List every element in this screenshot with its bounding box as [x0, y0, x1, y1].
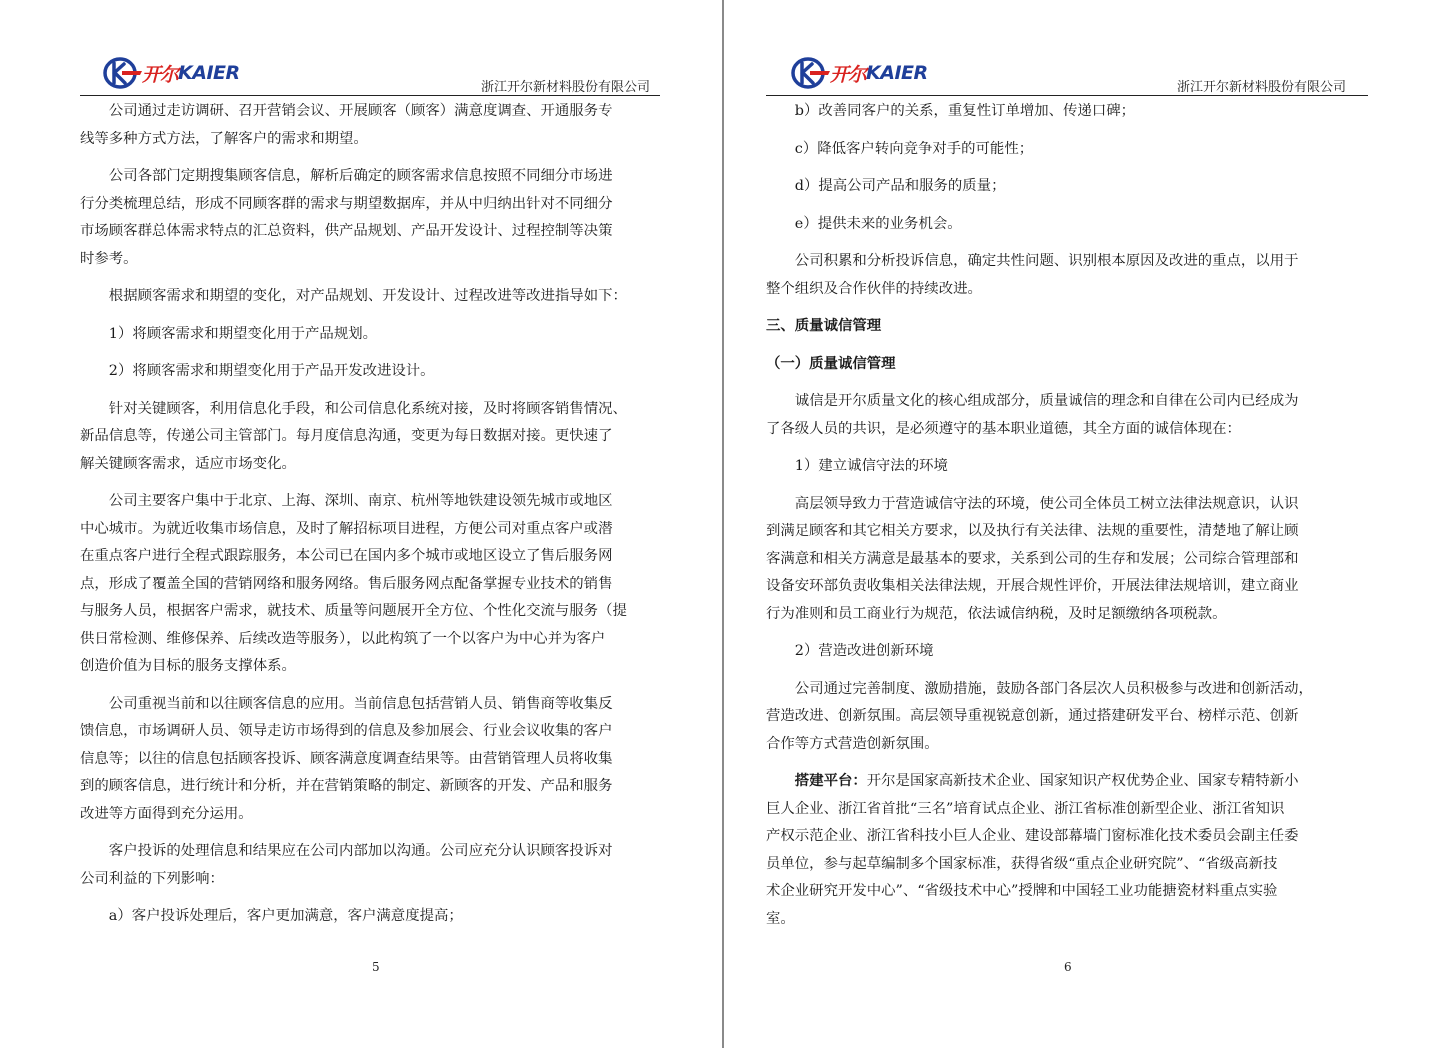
paragraph: 高层领导致力于营造诚信守法的环境，使公司全体员工树立法律法规意识，认识 到满足顾客和其它相关方要求，以及执行有关法律、法规的重要性，清楚地了解让顾 客满意和相关方满意是最基本的要求，关系到公司的生存和发展；公司综合管理部和 设备安环部负责收集相关法律法规，开展合规性评价，开展法律法规培训，建立商业 行为准则和员工商业行为规范，依法诚信纳税，及时足额缴纳各项税款。 [766, 495, 1299, 622]
company-name: 浙江开尔新材料股份有限公司 [1176, 80, 1346, 95]
list-item: 1）建立诚信守法的环境 [794, 458, 948, 474]
section-heading: 三、质量诚信管理 [766, 318, 882, 334]
paragraph: 针对关键顾客，利用信息化手段，和公司信息化系统对接，及时将顾客销售情况、 新品信息等，传递公司主管部门。每月度信息沟通，变更为每日数据对接。更快速了 解关键顾客需求，适应市场变化。 [80, 400, 627, 472]
page-header [766, 0, 1368, 96]
subsection-heading: （一）质量诚信管理 [766, 355, 896, 372]
logo-text-cn: 开尔 [830, 63, 867, 86]
company-logo [790, 56, 928, 90]
logo-text-en: KAIER [178, 62, 240, 84]
paragraph: 公司积累和分析投诉信息，确定共性问题、识别根本原因及改进的重点，以用于 整个组织及合作伙伴的持续改进。 [766, 253, 1299, 297]
page-body [766, 98, 1368, 943]
paragraph: 公司各部门定期搜集顾客信息，解析后确定的顾客需求信息按照不同细分市场进 行分类梳理总结，形成不同顾客群的需求与期望数据库，并从中归纳出针对不同细分 市场顾客群总体需求特点的汇总资料，供产品规划、产品开发设计、过程控制等决策 时参考。 [80, 168, 613, 267]
page-right [766, 0, 1368, 1048]
list-item: 1）将顾客需求和期望变化用于产品规划。 [108, 325, 377, 342]
page-number: 6 [1064, 960, 1072, 974]
paragraph: 根据顾客需求和期望的变化，对产品规划、开发设计、过程改进等改进指导如下： [108, 288, 627, 304]
paragraph: 公司主要客户集中于北京、上海、深圳、南京、杭州等地铁建设领先城市或地区 中心城市。为就近收集市场信息，及时了解招标项目进程，方便公司对重点客户或潜 在重点客户进行全程式跟踪服务，本公司已在国内多个城市或地区设立了售后服务网 点，形成了覆盖全国的营销网络和服务网络。售后服务网点配备掌握专业技术的销售 与服务人员，根据客户需求，就技术、质量等问题展开全方位、个性化交流与服务（提 供日常检测、维修保养、后续改造等服务），以此构筑了一个以客户为中心并为客户 创造价值为目标的服务支撑体系。 [80, 493, 627, 674]
page-header [80, 0, 660, 96]
bold-lead-text: 搭建平台： [794, 773, 867, 789]
list-item: d）提高公司产品和服务的质量； [794, 178, 1006, 194]
kaier-logo-icon [102, 56, 142, 90]
list-item: 2）营造改进创新环境 [794, 643, 934, 659]
paragraph: 公司重视当前和以往顾客信息的应用。当前信息包括营销人员、销售商等收集反 馈信息，市场调研人员、领导走访市场得到的信息及参加展会、行业会议收集的客户 信息等；以往的信息包括顾客投诉、顾客满意度调查结果等。由营销管理人员将收集 到的顾客信息，进行统计和分析，并在营销策略的制定、新顾客的开发、产品和服务 改进等方面得到充分运用。 [80, 695, 613, 822]
page-divider [722, 0, 724, 1048]
company-logo [102, 56, 240, 90]
list-item: b）改善同客户的关系，重复性订单增加、传递口碑； [794, 103, 1135, 119]
paragraph: 搭建平台：开尔是国家高新技术企业、国家知识产权优势企业、国家专精特新小 巨人企业、浙江省首批“三名”培育试点企业、浙江省标准创新型企业、浙江省知识 产权示范企业、浙江省科技小巨人企业、建设部幕墙门窗标准化技术委员会副主任委 员单位，参与起草编制多个国家标准，获得省级“重点企业研究院”、“省级高新技 术企业研究开发中心”、“省级技术中心”授牌和中国轻工业功能搪瓷材料重点实验 室。 [766, 773, 1299, 927]
kaier-logo-icon [790, 56, 830, 90]
list-item: a）客户投诉处理后，客户更加满意，客户满意度提高； [108, 908, 463, 924]
paragraph: 客户投诉的处理信息和结果应在公司内部加以沟通。公司应充分认识顾客投诉对 公司利益的下列影响： [80, 843, 613, 887]
paragraph: 公司通过完善制度、激励措施，鼓励各部门各层次人员积极参与改进和创新活动， 营造改进、创新氛围。高层领导重视锐意创新，通过搭建研发平台、榜样示范、创新 合作等方式营造创新氛围。 [766, 680, 1313, 752]
header-rule [766, 95, 1368, 96]
page-body [80, 98, 660, 941]
list-item: 2）将顾客需求和期望变化用于产品开发改进设计。 [108, 363, 435, 379]
paragraph: 诚信是开尔质量文化的核心组成部分，质量诚信的理念和自律在公司内已经成为 了各级人员的共识，是必须遵守的基本职业道德，其全方面的诚信体现在： [766, 393, 1299, 437]
logo-text-en: KAIER [866, 62, 928, 84]
page-left [80, 0, 660, 1048]
list-item: e）提供未来的业务机会。 [794, 215, 962, 232]
company-name: 浙江开尔新材料股份有限公司 [480, 80, 650, 95]
page-number: 5 [372, 960, 380, 974]
list-item: c）降低客户转向竞争对手的可能性； [794, 140, 1034, 157]
header-rule [80, 95, 660, 96]
logo-text-cn: 开尔 [142, 63, 179, 86]
paragraph: 公司通过走访调研、召开营销会议、开展顾客（顾客）满意度调查、开通服务专 线等多种方式方法，了解客户的需求和期望。 [80, 103, 613, 147]
